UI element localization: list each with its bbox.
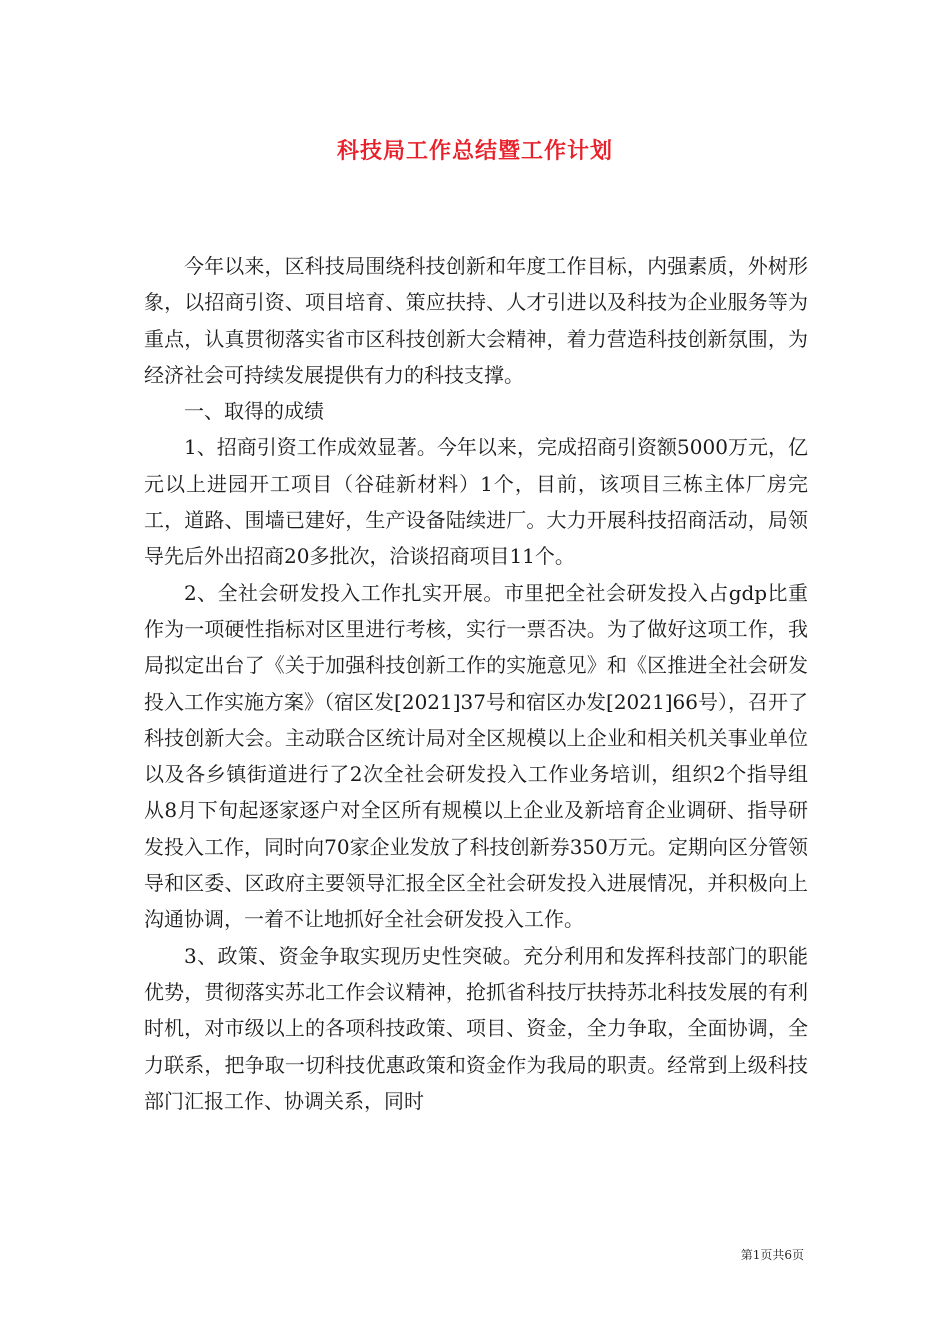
document-body: [144, 248, 808, 1119]
document-title: 科技局工作总结暨工作计划: [336, 138, 613, 164]
paragraph-rd-investment: 2、全社会研发投入工作扎实开展。市里把全社会研发投入占gdp比重作为一项硬性指标对区里进行考核，实行一票否决。为了做好这项工作，我局拟定出台了《关于加强科技创新工作的实施意见》和《区推进全社会研发投入工作实施方案》（宿区发[2021]37号和宿区办发[2021]66号），召开了科技创新大会。主动联合区统计局对全区规模以上企业和相关机关事业单位以及各乡镇街道进行了2次全社会研发投入工作业务培训，组织2个指导组从8月下旬起逐家逐户对全区所有规模以上企业及新培育企业调研、指导研发投入工作，同时向70家企业发放了科技创新券350万元。定期向区分管领导和区委、区政府主要领导汇报全区全社会研发投入进展情况，并积极向上沟通协调，一着不让地抓好全社会研发投入工作。: [144, 580, 808, 932]
section-heading-achievements: 一、取得的成绩: [184, 399, 324, 424]
paragraph-investment: 1、招商引资工作成效显著。今年以来，完成招商引资额5000万元，亿元以上进园开工项目（谷硅新材料）1个，目前，该项目三栋主体厂房完工，道路、围墙已建好，生产设备陆续进厂。大力开展科技招商活动，局领导先后外出招商20多批次，洽谈招商项目11个。: [144, 435, 808, 569]
page-number: 第1页共6页: [740, 1248, 804, 1262]
paragraph-intro: 今年以来，区科技局围绕科技创新和年度工作目标，内强素质，外树形象，以招商引资、项目培育、策应扶持、人才引进以及科技为企业服务等为重点，认真贯彻落实省市区科技创新大会精神，着力营造科技创新氛围，为经济社会可持续发展提供有力的科技支撑。: [144, 254, 808, 387]
paragraph-policy-funding: 3、政策、资金争取实现历史性突破。充分利用和发挥科技部门的职能优势，贯彻落实苏北工作会议精神，抢抓省科技厅扶持苏北科技发展的有利时机，对市级以上的各项科技政策、项目、资金，全力争取，全面协调，全力联系，把争取一切科技优惠政策和资金作为我局的职责。经常到上级科技部门汇报工作、协调关系，同时: [144, 943, 808, 1113]
